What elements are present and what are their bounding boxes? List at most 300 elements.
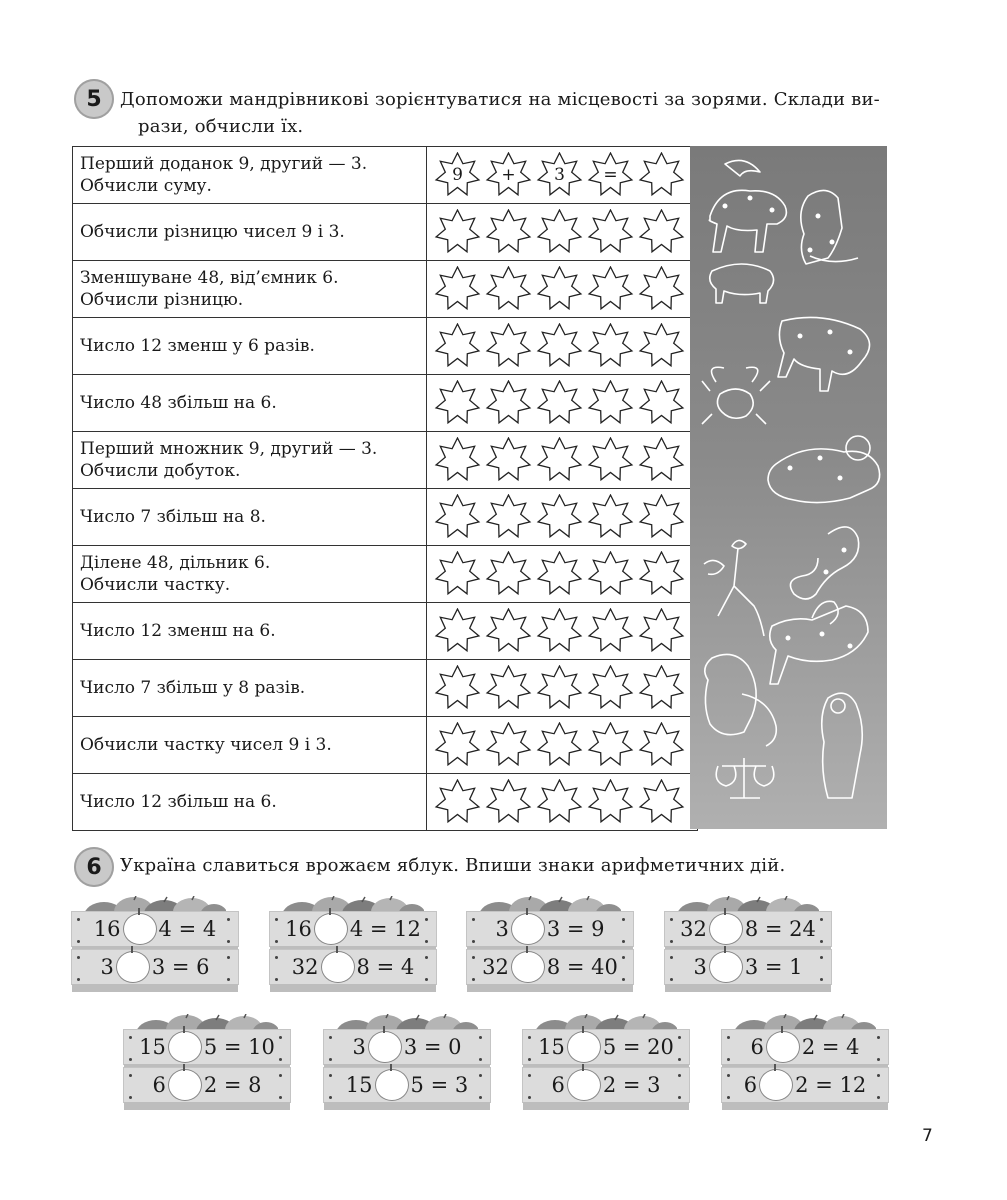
nail-dot (479, 1036, 482, 1039)
nail-dot (678, 1074, 681, 1077)
nail-dot (425, 918, 428, 921)
star-answer-cell[interactable] (484, 779, 533, 825)
star-cell-value: = (603, 165, 618, 185)
equation (324, 1030, 490, 1064)
star-cell-value (535, 323, 584, 369)
star-answer-cell[interactable] (586, 665, 635, 711)
description-line: Число 7 збільш у 8 разів. (80, 678, 306, 698)
nail-dot (275, 918, 278, 921)
star-cell-value (535, 665, 584, 711)
description-line: Число 48 збільш на 6. (80, 393, 277, 413)
star-cells (427, 774, 698, 831)
description-line: Число 12 зменш у 6 разів. (80, 336, 315, 356)
star-answer-cell[interactable] (484, 209, 533, 255)
star-answer-cell[interactable] (586, 323, 635, 369)
description-line: Обчисли різницю чисел 9 і 3. (80, 222, 345, 242)
table-row (73, 204, 698, 261)
equation (270, 950, 436, 984)
star-cell-value (484, 722, 533, 768)
star-cell-value (535, 779, 584, 825)
equation-rest: 3 = 9 (546, 917, 605, 941)
star-cell-value (433, 266, 482, 312)
star-answer-cell[interactable] (433, 323, 482, 369)
equation (324, 1068, 490, 1102)
star-cell-value (535, 551, 584, 597)
equation (665, 912, 831, 946)
equation-rest: 2 = 8 (203, 1073, 262, 1097)
star-cell-value (637, 608, 686, 654)
star-cells (427, 432, 698, 489)
star-cell-value (484, 437, 533, 483)
star-answer-cell[interactable] (433, 380, 482, 426)
row-description (73, 147, 427, 204)
star-cell-value (586, 209, 635, 255)
star-answer-cell[interactable] (535, 608, 584, 654)
star-answer-cell[interactable] (484, 551, 533, 597)
star-cell-value (484, 380, 533, 426)
star-answer-cell[interactable] (433, 152, 482, 198)
equation-rest: 4 = 12 (349, 917, 421, 941)
equation-rest: 5 = 20 (602, 1035, 674, 1059)
nail-dot (479, 1074, 482, 1077)
star-cell-value (535, 722, 584, 768)
star-answer-cell[interactable] (535, 779, 584, 825)
first-number: 16 (93, 917, 121, 941)
star-cell-value: 9 (452, 165, 463, 185)
nail-dot (622, 940, 625, 943)
star-cells (427, 375, 698, 432)
page-number: 7 (922, 1126, 933, 1146)
equation-rest: 3 = 1 (744, 955, 803, 979)
table-row (73, 660, 698, 717)
star-answer-cell[interactable] (535, 665, 584, 711)
star-cell-value (637, 152, 686, 198)
nail-dot (622, 978, 625, 981)
nail-dot (727, 1036, 730, 1039)
star-cell-value (586, 551, 635, 597)
star-cell-value (433, 608, 482, 654)
operator-apple-slot[interactable] (511, 951, 545, 983)
nail-dot (275, 956, 278, 959)
first-number: 6 (152, 1073, 166, 1097)
apple-crate (324, 1014, 490, 1114)
first-number: 32 (680, 917, 707, 941)
equation-rest: 3 = 0 (403, 1035, 462, 1059)
nail-dot (472, 918, 475, 921)
nail-dot (425, 978, 428, 981)
nail-dot (329, 1074, 332, 1077)
equation (665, 950, 831, 984)
description-line: Обчисли суму. (80, 176, 212, 196)
row-description (73, 432, 427, 489)
nail-dot (727, 1074, 730, 1077)
nail-dot (129, 1036, 132, 1039)
operator-apple-slot[interactable] (375, 1069, 409, 1101)
star-answer-cell[interactable] (484, 494, 533, 540)
star-answer-cell[interactable] (535, 323, 584, 369)
star-cell-value (433, 665, 482, 711)
description-line: Перший доданок 9, другий — 3. (80, 154, 368, 174)
star-cell-value (637, 323, 686, 369)
star-cell-value: + (501, 165, 516, 185)
star-cell-value (433, 722, 482, 768)
nail-dot (670, 918, 673, 921)
apple-crate (665, 896, 831, 996)
description-line: Число 12 зменш на 6. (80, 621, 276, 641)
apple-crate (467, 896, 633, 996)
equation (467, 912, 633, 946)
star-cells (427, 717, 698, 774)
row-description (73, 375, 427, 432)
star-answer-cell[interactable] (637, 551, 686, 597)
description-line: Обчисли різницю. (80, 290, 244, 310)
task-number: 5 (86, 86, 102, 112)
description-line: Перший множник 9, другий — 3. (80, 439, 378, 459)
star-cell-value (637, 722, 686, 768)
star-cell-value (433, 380, 482, 426)
operator-apple-slot[interactable] (123, 913, 157, 945)
star-cell-value (484, 323, 533, 369)
star-answer-cell[interactable] (433, 722, 482, 768)
star-cells (427, 204, 698, 261)
star-cell-value (637, 209, 686, 255)
table-row (73, 147, 698, 204)
star-cell-value (535, 380, 584, 426)
star-cell-value (637, 551, 686, 597)
star-answer-cell[interactable] (586, 608, 635, 654)
nail-dot (820, 940, 823, 943)
equation (124, 1030, 290, 1064)
nail-dot (670, 940, 673, 943)
apple-crate (124, 1014, 290, 1114)
nail-dot (77, 956, 80, 959)
nail-dot (329, 1058, 332, 1061)
star-answer-cell[interactable] (586, 209, 635, 255)
table-row (73, 603, 698, 660)
row-description (73, 717, 427, 774)
star-answer-cell[interactable] (637, 722, 686, 768)
star-answer-cell[interactable] (535, 494, 584, 540)
operator-apple-slot[interactable] (759, 1069, 793, 1101)
star-cell-value (586, 380, 635, 426)
row-description (73, 774, 427, 831)
operator-apple-slot[interactable] (168, 1031, 202, 1063)
operator-apple-slot[interactable] (168, 1069, 202, 1101)
table-row (73, 318, 698, 375)
first-number: 3 (100, 955, 114, 979)
star-answer-cell[interactable] (484, 437, 533, 483)
nail-dot (275, 978, 278, 981)
operator-apple-slot[interactable] (709, 913, 743, 945)
star-answer-cell[interactable] (637, 437, 686, 483)
star-cell-value (484, 494, 533, 540)
star-answer-cell[interactable] (637, 152, 686, 198)
first-number: 6 (743, 1073, 758, 1097)
star-answer-cell[interactable] (586, 551, 635, 597)
row-description (73, 204, 427, 261)
constellation-drawings (690, 146, 887, 829)
star-answer-cell[interactable] (637, 323, 686, 369)
nail-dot (472, 940, 475, 943)
nail-dot (472, 956, 475, 959)
star-answer-cell[interactable] (433, 665, 482, 711)
equation-rest: 2 = 3 (602, 1073, 661, 1097)
star-cell-value (535, 266, 584, 312)
description-line: Обчисли частку чисел 9 і 3. (80, 735, 332, 755)
star-cell-value: 3 (554, 165, 565, 185)
star-cell-value (484, 551, 533, 597)
nail-dot (670, 956, 673, 959)
nail-dot (727, 1058, 730, 1061)
task-instruction: Україна славиться врожаєм яблук. Впиши знаки арифметичних дій. (120, 855, 786, 876)
nail-dot (227, 956, 230, 959)
star-answer-cell[interactable] (637, 665, 686, 711)
operator-apple-slot[interactable] (116, 951, 150, 983)
operator-apple-slot[interactable] (368, 1031, 402, 1063)
star-cell-value (637, 380, 686, 426)
nail-dot (877, 1096, 880, 1099)
nail-dot (129, 1074, 132, 1077)
star-answer-cell[interactable] (433, 266, 482, 312)
equation (722, 1030, 888, 1064)
star-cell-value (586, 779, 635, 825)
star-answer-cell[interactable] (637, 209, 686, 255)
star-answer-cell[interactable] (484, 722, 533, 768)
apple-crate (270, 896, 436, 996)
star-answer-cell[interactable] (433, 209, 482, 255)
task-number-badge (74, 79, 114, 119)
task-number: 6 (86, 854, 102, 880)
star-cell-value (484, 779, 533, 825)
table-row (73, 489, 698, 546)
star-cell-value (433, 209, 482, 255)
nail-dot (279, 1058, 282, 1061)
description-line: Число 12 збільш на 6. (80, 792, 277, 812)
star-cell-value (637, 494, 686, 540)
star-cell-value (535, 608, 584, 654)
nail-dot (129, 1096, 132, 1099)
equation (72, 912, 238, 946)
nail-dot (279, 1036, 282, 1039)
nail-dot (227, 978, 230, 981)
star-cells (427, 546, 698, 603)
equation-rest: 4 = 4 (158, 917, 217, 941)
star-answer-cell[interactable] (433, 608, 482, 654)
star-answer-cell[interactable] (484, 152, 533, 198)
table-row (73, 375, 698, 432)
row-description (73, 603, 427, 660)
star-cell-value (535, 494, 584, 540)
description-line: Обчисли частку. (80, 575, 231, 595)
nail-dot (77, 940, 80, 943)
star-answer-cell[interactable] (535, 722, 584, 768)
apple-crate (523, 1014, 689, 1114)
equation-rest: 8 = 40 (546, 955, 618, 979)
first-number: 16 (285, 917, 312, 941)
equation-rest: 5 = 10 (203, 1035, 275, 1059)
star-answer-cell[interactable] (586, 779, 635, 825)
table-row (73, 717, 698, 774)
nail-dot (877, 1058, 880, 1061)
equation-rest: 8 = 4 (356, 955, 415, 979)
star-cells (427, 603, 698, 660)
equation-rest: 3 = 6 (151, 955, 210, 979)
star-cell-value (586, 437, 635, 483)
operator-apple-slot[interactable] (321, 951, 355, 983)
task-instruction-line: Допоможи мандрівникові зорієнтуватися на місцевості за зорями. Склади ви- (120, 89, 880, 110)
star-answer-cell[interactable] (637, 779, 686, 825)
operator-apple-slot[interactable] (709, 951, 743, 983)
operator-apple-slot[interactable] (766, 1031, 800, 1063)
star-cell-value (586, 722, 635, 768)
star-answer-cell[interactable] (586, 437, 635, 483)
first-number: 15 (538, 1035, 565, 1059)
nail-dot (227, 940, 230, 943)
star-answer-cell[interactable] (586, 494, 635, 540)
star-cell-value (586, 665, 635, 711)
star-cell-value (586, 323, 635, 369)
star-cell-value (433, 551, 482, 597)
star-cell-value (484, 209, 533, 255)
first-number: 15 (345, 1073, 373, 1097)
star-answer-cell[interactable] (586, 380, 635, 426)
star-answer-cell[interactable] (586, 266, 635, 312)
table-row (73, 774, 698, 831)
table-row (73, 432, 698, 489)
star-answer-cell[interactable] (637, 380, 686, 426)
nail-dot (279, 1096, 282, 1099)
first-number: 15 (139, 1035, 166, 1059)
star-answer-cell[interactable] (484, 608, 533, 654)
star-answer-cell[interactable] (586, 722, 635, 768)
nail-dot (820, 918, 823, 921)
equation (467, 950, 633, 984)
nail-dot (877, 1074, 880, 1077)
apple-crate (72, 896, 238, 996)
nail-dot (77, 918, 80, 921)
star-answer-cell[interactable] (484, 323, 533, 369)
star-cell-value (433, 323, 482, 369)
star-cell-value (637, 266, 686, 312)
star-answer-cell[interactable] (484, 665, 533, 711)
star-answer-cell[interactable] (484, 380, 533, 426)
row-description (73, 261, 427, 318)
operator-apple-slot[interactable] (314, 913, 348, 945)
table-row (73, 546, 698, 603)
star-cells (427, 147, 698, 204)
nail-dot (678, 1058, 681, 1061)
star-answer-cell[interactable] (535, 437, 584, 483)
first-number: 6 (750, 1035, 764, 1059)
nail-dot (528, 1096, 531, 1099)
equation-rest: 5 = 3 (410, 1073, 469, 1097)
nail-dot (670, 978, 673, 981)
first-number: 3 (352, 1035, 366, 1059)
star-cells (427, 489, 698, 546)
nail-dot (329, 1096, 332, 1099)
nail-dot (77, 978, 80, 981)
star-answer-cell[interactable] (433, 779, 482, 825)
star-answer-cell[interactable] (433, 437, 482, 483)
star-cell-value (484, 665, 533, 711)
equation (270, 912, 436, 946)
star-answer-cell[interactable] (535, 152, 584, 198)
star-answer-cell[interactable] (535, 266, 584, 312)
nail-dot (425, 956, 428, 959)
star-cells (427, 318, 698, 375)
equation (72, 950, 238, 984)
equation-rest: 2 = 4 (801, 1035, 860, 1059)
star-answer-cell[interactable] (586, 152, 635, 198)
first-number: 3 (693, 955, 707, 979)
stars-table (72, 146, 698, 831)
star-answer-cell[interactable] (433, 494, 482, 540)
nail-dot (479, 1058, 482, 1061)
equation (124, 1068, 290, 1102)
description-line: Зменшуване 48, від’ємник 6. (80, 268, 339, 288)
nail-dot (479, 1096, 482, 1099)
star-cell-value (637, 779, 686, 825)
star-answer-cell[interactable] (535, 209, 584, 255)
nail-dot (820, 978, 823, 981)
nail-dot (472, 978, 475, 981)
description-line: Ділене 48, дільник 6. (80, 553, 271, 573)
star-answer-cell[interactable] (484, 266, 533, 312)
nail-dot (877, 1036, 880, 1039)
star-cell-value (433, 437, 482, 483)
operator-apple-slot[interactable] (511, 913, 545, 945)
star-answer-cell[interactable] (535, 380, 584, 426)
nail-dot (279, 1074, 282, 1077)
row-description (73, 318, 427, 375)
star-answer-cell[interactable] (637, 266, 686, 312)
operator-apple-slot[interactable] (567, 1031, 601, 1063)
nail-dot (129, 1058, 132, 1061)
nail-dot (425, 940, 428, 943)
nail-dot (820, 956, 823, 959)
nail-dot (528, 1074, 531, 1077)
star-cell-value (433, 779, 482, 825)
nail-dot (622, 918, 625, 921)
star-cell-value (637, 437, 686, 483)
equation-rest: 8 = 24 (744, 917, 816, 941)
equation (523, 1068, 689, 1102)
row-description (73, 489, 427, 546)
nail-dot (275, 940, 278, 943)
nail-dot (329, 1036, 332, 1039)
star-cell-value (484, 608, 533, 654)
star-cell-value (586, 266, 635, 312)
star-cell-value (535, 437, 584, 483)
row-description (73, 660, 427, 717)
nail-dot (528, 1058, 531, 1061)
star-answer-cell[interactable] (433, 551, 482, 597)
task-instruction (120, 86, 880, 140)
star-answer-cell[interactable] (637, 494, 686, 540)
star-cell-value (535, 209, 584, 255)
star-cells (427, 261, 698, 318)
operator-apple-slot[interactable] (567, 1069, 601, 1101)
star-answer-cell[interactable] (637, 608, 686, 654)
first-number: 6 (551, 1073, 565, 1097)
star-cell-value (586, 608, 635, 654)
star-cell-value (586, 494, 635, 540)
first-number: 3 (495, 917, 509, 941)
apple-crate (722, 1014, 888, 1114)
task-number-badge (74, 847, 114, 887)
star-answer-cell[interactable] (535, 551, 584, 597)
star-cell-value (484, 266, 533, 312)
